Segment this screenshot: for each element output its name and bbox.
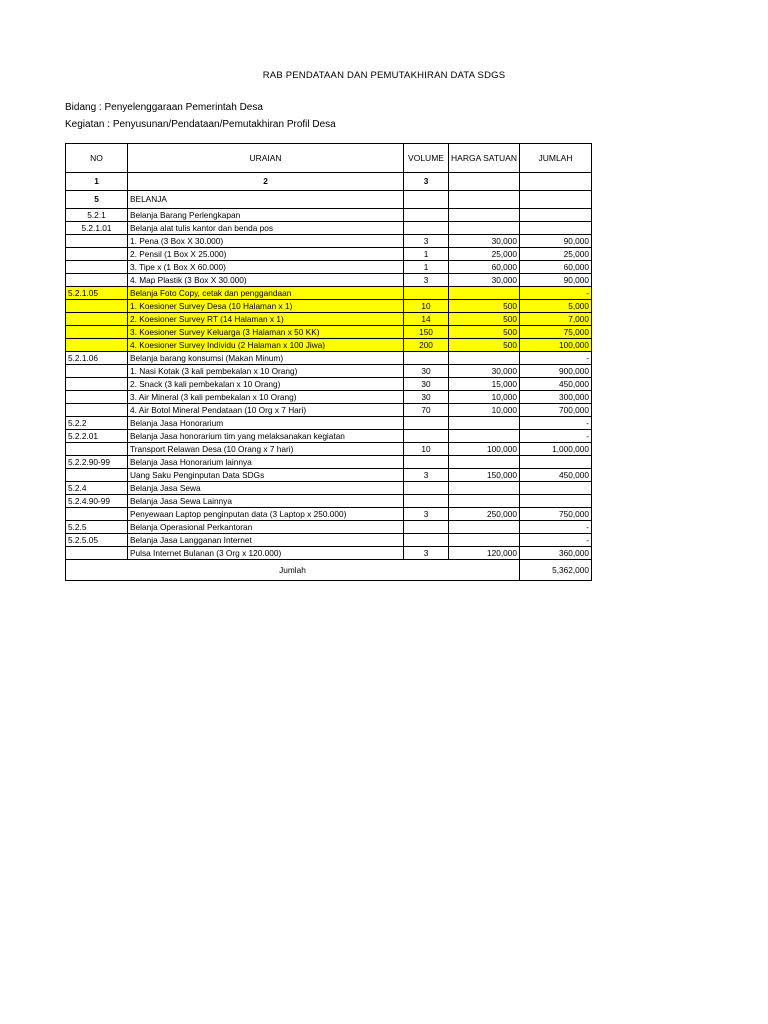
table-row [66, 521, 592, 534]
row-no: 5.2.1 [66, 209, 128, 222]
table-row [66, 339, 592, 352]
row-uraian: Belanja Jasa Honorarium lainnya [128, 456, 404, 469]
row-uraian: 3. Air Mineral (3 kali pembekalan x 10 Orang) [128, 391, 404, 404]
row-jumlah: 100,000 [520, 339, 592, 352]
row-harga-satuan [449, 287, 520, 300]
row-harga-satuan [449, 352, 520, 365]
row-harga-satuan [449, 430, 520, 443]
row-volume: 70 [404, 404, 449, 417]
col-number-1: 1 [66, 173, 128, 191]
table-row [66, 430, 592, 443]
row-uraian: 1. Pena (3 Box X 30.000) [128, 235, 404, 248]
row-jumlah: 75,000 [520, 326, 592, 339]
row-uraian: 4. Koesioner Survey Individu (2 Halaman x 100 Jiwa) [128, 339, 404, 352]
row-volume: 3 [404, 235, 449, 248]
table-row [66, 547, 592, 560]
row-volume [404, 482, 449, 495]
row-volume [404, 521, 449, 534]
row-jumlah: 300,000 [520, 391, 592, 404]
row-volume: 10 [404, 443, 449, 456]
row-harga-satuan: 150,000 [449, 469, 520, 482]
row-jumlah: 360,000 [520, 547, 592, 560]
row-no [66, 261, 128, 274]
row-jumlah: 450,000 [520, 469, 592, 482]
table-row [66, 352, 592, 365]
row-harga-satuan: 60,000 [449, 261, 520, 274]
table-row [66, 469, 592, 482]
table-row [66, 222, 592, 235]
row-jumlah: 700,000 [520, 404, 592, 417]
table-row [66, 365, 592, 378]
row-harga-satuan: 120,000 [449, 547, 520, 560]
row-jumlah: 90,000 [520, 274, 592, 287]
row-volume: 10 [404, 300, 449, 313]
row-uraian: 4. Air Botol Mineral Pendataan (10 Org x 7 Hari) [128, 404, 404, 417]
row-volume [404, 495, 449, 508]
row-jumlah: 750,000 [520, 508, 592, 521]
row-uraian: Belanja barang konsumsi (Makan Minum) [128, 352, 404, 365]
header-no: NO [66, 144, 128, 173]
table-row [66, 248, 592, 261]
kegiatan-label: Kegiatan : Penyusunan/Pendataan/Pemutakhiran Profil Desa [65, 119, 336, 130]
row-no [66, 391, 128, 404]
row-uraian: Uang Saku Penginputan Data SDGs [128, 469, 404, 482]
table-row [66, 508, 592, 521]
row-jumlah: 25,000 [520, 248, 592, 261]
row-jumlah: - [520, 430, 592, 443]
row-uraian: 4. Map Plastik (3 Box X 30.000) [128, 274, 404, 287]
row-harga-satuan: 500 [449, 326, 520, 339]
row-harga-satuan [449, 534, 520, 547]
table-row [66, 404, 592, 417]
row-uraian: 2. Snack (3 kali pembekalan x 10 Orang) [128, 378, 404, 391]
row-volume: 30 [404, 365, 449, 378]
row-harga-satuan [449, 521, 520, 534]
row-uraian: 1. Nasi Kotak (3 kali pembekalan x 10 Orang) [128, 365, 404, 378]
row-no [66, 300, 128, 313]
row-no [66, 547, 128, 560]
row-volume: 3 [404, 508, 449, 521]
row-volume [404, 430, 449, 443]
row-no [66, 313, 128, 326]
row-no: 5.2.5.05 [66, 534, 128, 547]
row-jumlah [520, 222, 592, 235]
row-jumlah [520, 482, 592, 495]
row-volume: 3 [404, 469, 449, 482]
table-header-row [66, 144, 592, 173]
row-no [66, 469, 128, 482]
row-harga-satuan: 500 [449, 313, 520, 326]
row-jumlah: - [520, 417, 592, 430]
row-uraian: 1. Koesioner Survey Desa (10 Halaman x 1) [128, 300, 404, 313]
row-uraian: 2. Pensil (1 Box X 25.000) [128, 248, 404, 261]
row-jumlah [520, 456, 592, 469]
row-jumlah: 1,000,000 [520, 443, 592, 456]
table-row [66, 326, 592, 339]
row-volume: 30 [404, 391, 449, 404]
row-uraian: Belanja Jasa Sewa [128, 482, 404, 495]
row-no [66, 443, 128, 456]
row-harga-satuan: 100,000 [449, 443, 520, 456]
table-row [66, 300, 592, 313]
row-jumlah: 90,000 [520, 235, 592, 248]
total-label: Jumlah [66, 560, 520, 581]
row-harga-satuan: 500 [449, 339, 520, 352]
row-volume [404, 287, 449, 300]
header-harga-satuan: HARGA SATUAN [449, 144, 520, 173]
row-harga-satuan [449, 482, 520, 495]
col-number-3: 3 [404, 173, 449, 191]
row-uraian: Belanja Barang Perlengkapan [128, 209, 404, 222]
col-number-2: 2 [128, 173, 404, 191]
row-no [66, 339, 128, 352]
row-harga-satuan: 10,000 [449, 404, 520, 417]
bidang-label: Bidang : Penyelenggaraan Pemerintah Desa [65, 102, 263, 113]
table-row [66, 287, 592, 300]
header-volume: VOLUME [404, 144, 449, 173]
table-row [66, 209, 592, 222]
table-row [66, 391, 592, 404]
table-row [66, 534, 592, 547]
row-harga-satuan: 500 [449, 300, 520, 313]
table-row [66, 261, 592, 274]
row-jumlah: - [520, 521, 592, 534]
row-no: 5.2.5 [66, 521, 128, 534]
row-jumlah: 450,000 [520, 378, 592, 391]
row-jumlah: - [520, 352, 592, 365]
table-row [66, 313, 592, 326]
row-uraian: Pulsa Internet Bulanan (3 Org x 120.000) [128, 547, 404, 560]
row-uraian: 2. Koesioner Survey RT (14 Halaman x 1) [128, 313, 404, 326]
row-harga-satuan [449, 222, 520, 235]
row-jumlah [520, 495, 592, 508]
row-jumlah: 7,000 [520, 313, 592, 326]
table-row [66, 456, 592, 469]
table-row [66, 235, 592, 248]
row-harga-satuan: 15,000 [449, 378, 520, 391]
row-no [66, 365, 128, 378]
header-jumlah: JUMLAH [520, 144, 592, 173]
col-number-5 [520, 173, 592, 191]
col-number-4 [449, 173, 520, 191]
header-uraian: URAIAN [128, 144, 404, 173]
row-no [66, 274, 128, 287]
row-harga-satuan: 250,000 [449, 508, 520, 521]
row-jumlah: 900,000 [520, 365, 592, 378]
row-harga-satuan [449, 456, 520, 469]
row-volume: 1 [404, 261, 449, 274]
table-row [66, 443, 592, 456]
row-no: 5.2.1.06 [66, 352, 128, 365]
row-jumlah [520, 209, 592, 222]
row-uraian: Belanja Jasa Honorarium [128, 417, 404, 430]
belanja-row [66, 191, 592, 209]
row-uraian: Belanja Operasional Perkantoran [128, 521, 404, 534]
row-harga-satuan: 25,000 [449, 248, 520, 261]
row-volume [404, 456, 449, 469]
row-no [66, 378, 128, 391]
total-row [66, 560, 592, 581]
row-no: 5.2.4 [66, 482, 128, 495]
table-row [66, 495, 592, 508]
row-no: 5.2.2.90-99 [66, 456, 128, 469]
row-volume: 3 [404, 547, 449, 560]
row-uraian: 3. Tipe x (1 Box X 60.000) [128, 261, 404, 274]
row-jumlah: 60,000 [520, 261, 592, 274]
row-no [66, 248, 128, 261]
table-row [66, 378, 592, 391]
row-volume: 3 [404, 274, 449, 287]
row-volume: 1 [404, 248, 449, 261]
column-number-row [66, 173, 592, 191]
row-harga-satuan [449, 209, 520, 222]
row-uraian: Belanja Jasa honorarium tim yang melaksanakan kegiatan [128, 430, 404, 443]
row-volume: 14 [404, 313, 449, 326]
row-no [66, 404, 128, 417]
row-volume [404, 534, 449, 547]
row-jumlah: - [520, 287, 592, 300]
row-uraian: Belanja Jasa Sewa Lainnya [128, 495, 404, 508]
row-volume: 30 [404, 378, 449, 391]
row-uraian: Belanja Foto Copy, cetak dan penggandaan [128, 287, 404, 300]
row-no: 5.2.4.90-99 [66, 495, 128, 508]
row-uraian: Penyewaan Laptop penginputan data (3 Laptop x 250.000) [128, 508, 404, 521]
row-volume [404, 222, 449, 235]
row-harga-satuan [449, 417, 520, 430]
budget-table [65, 143, 592, 581]
table-row [66, 417, 592, 430]
row-uraian: Belanja alat tulis kantor dan benda pos [128, 222, 404, 235]
belanja-uraian: BELANJA [128, 191, 404, 209]
row-volume [404, 352, 449, 365]
table-row [66, 274, 592, 287]
row-volume [404, 417, 449, 430]
belanja-no: 5 [66, 191, 128, 209]
row-harga-satuan: 30,000 [449, 365, 520, 378]
row-no: 5.2.1.01 [66, 222, 128, 235]
row-uraian: Transport Relawan Desa (10 Orang x 7 hari) [128, 443, 404, 456]
row-no [66, 235, 128, 248]
row-harga-satuan: 30,000 [449, 235, 520, 248]
row-uraian: Belanja Jasa Langganan Internet [128, 534, 404, 547]
row-harga-satuan [449, 495, 520, 508]
row-harga-satuan: 30,000 [449, 274, 520, 287]
row-jumlah: 5,000 [520, 300, 592, 313]
table-row [66, 482, 592, 495]
row-no [66, 326, 128, 339]
row-jumlah: - [520, 534, 592, 547]
total-value: 5,362,000 [520, 560, 592, 581]
row-no: 5.2.2.01 [66, 430, 128, 443]
row-volume [404, 209, 449, 222]
row-volume: 150 [404, 326, 449, 339]
row-no [66, 508, 128, 521]
row-uraian: 3. Koesioner Survey Keluarga (3 Halaman x 50 KK) [128, 326, 404, 339]
row-no: 5.2.1.05 [66, 287, 128, 300]
row-volume: 200 [404, 339, 449, 352]
document-title: RAB PENDATAAN DAN PEMUTAKHIRAN DATA SDGS [262, 70, 506, 81]
row-harga-satuan: 10,000 [449, 391, 520, 404]
row-no: 5.2.2 [66, 417, 128, 430]
